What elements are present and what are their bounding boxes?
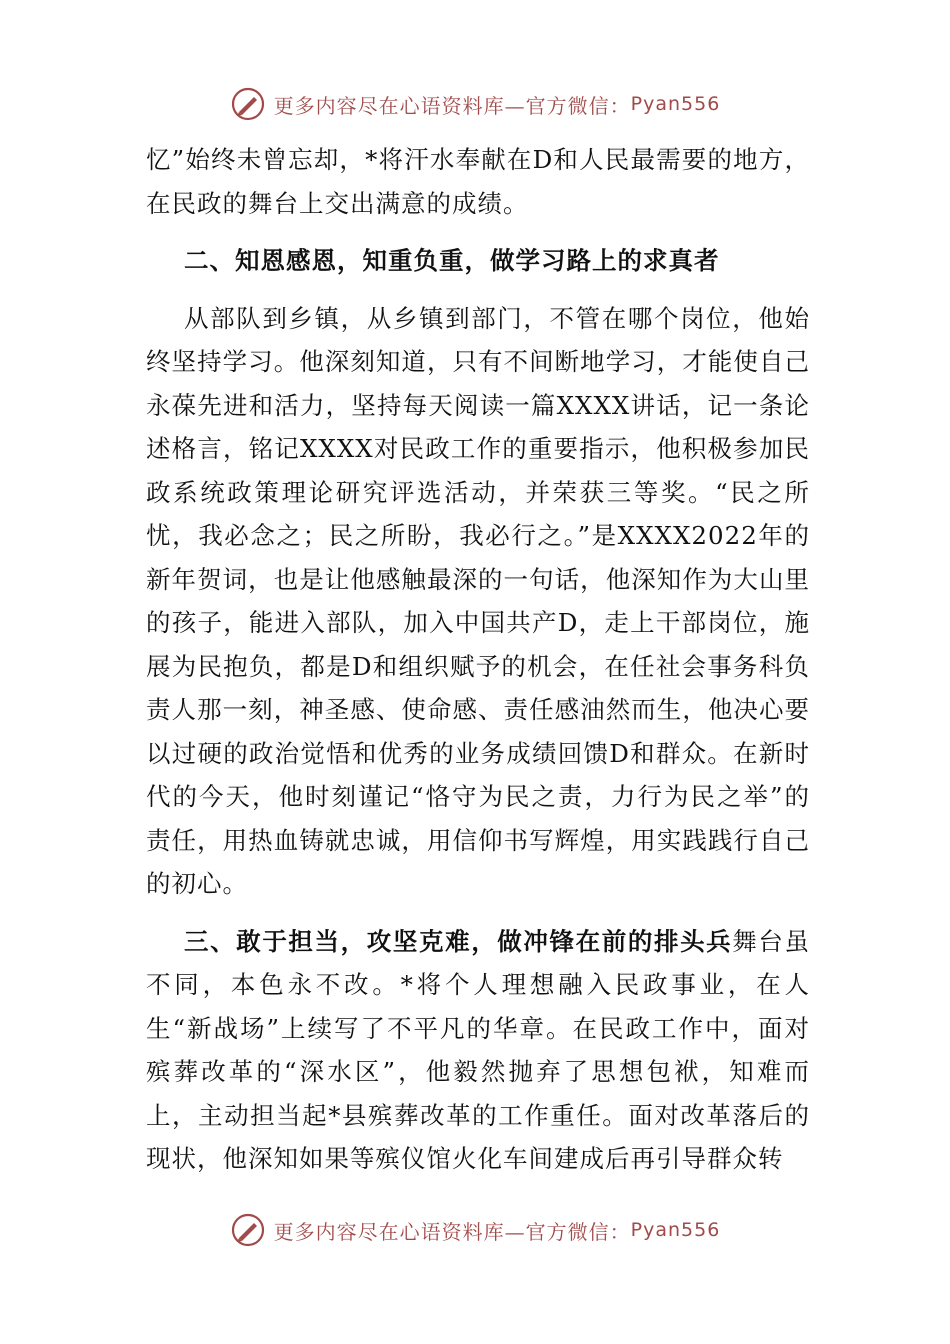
paragraph-learning: 从部队到乡镇，从乡镇到部门，不管在哪个岗位，他始终坚持学习。他深刻知道，只有不间断地学习，才能使自己永葆先进和活力，坚持每天阅读一篇XXXX讲话，记一条论述格言，铭记XXXX对民政工作的重要指示，他积极参加民政系统政策理论研究评选活动，并荣获三等奖。“民之所忧，我必念之；民之所盼，我必行之。”是XXXX2022年的新年贺词，也是让他感触最深的一句话，他深知作为大山里的孩子，能进入部队，加入中国共产D，走上干部岗位，施展为民抱负，都是D和组织赋予的机会，在任社会事务科负责人那一刻，神圣感、使命感、责任感油然而生，他决心要以过硬的政治觉悟和优秀的业务成绩回馈D和群众。在新时代的今天，他时刻谨记“恪守为民之责，力行为民之举”的责任，用热血铸就忠诚，用信仰书写辉煌，用实践践行自己的初心。 [146, 303, 810, 898]
banner-wechat-id: Pyan556 [630, 1219, 721, 1241]
pen-circle-icon [230, 86, 266, 122]
banner-text: 更多内容尽在心语资料库—官方微信： [273, 1219, 631, 1244]
section-heading-three: 三、敢于担当，攻坚克难，做冲锋在前的排头兵 [184, 926, 733, 956]
pen-circle-icon [230, 1212, 266, 1248]
banner-wechat-id: Pyan556 [630, 93, 721, 115]
paragraph-responsibility: 舞台虽不同，本色永不改。*将个人理想融入民政事业，在人生“新战场”上续写了不平凡的华章。在民政工作中，面对殡葬改革的“深水区”，他毅然抛弃了思想包袱，知难而上，主动担当起*县殡葬改革的工作重任。面对改革落后的现状，他深知如果等殡仪馆火化车间建成后再引导群众转 [146, 926, 810, 1173]
section-heading-two: 二、知恩感恩，知重负重，做学习路上的求真者 [184, 246, 720, 275]
document-body [146, 138, 810, 1181]
paragraph-continued: 忆”始终未曾忘却，*将汗水奉献在D和人民最需要的地方，在民政的舞台上交出满意的成绩。 [146, 145, 810, 218]
paragraph-section-three [146, 920, 810, 1181]
footer-watermark-banner [0, 1210, 950, 1250]
header-watermark-banner [0, 84, 950, 124]
banner-text: 更多内容尽在心语资料库—官方微信： [273, 93, 631, 118]
